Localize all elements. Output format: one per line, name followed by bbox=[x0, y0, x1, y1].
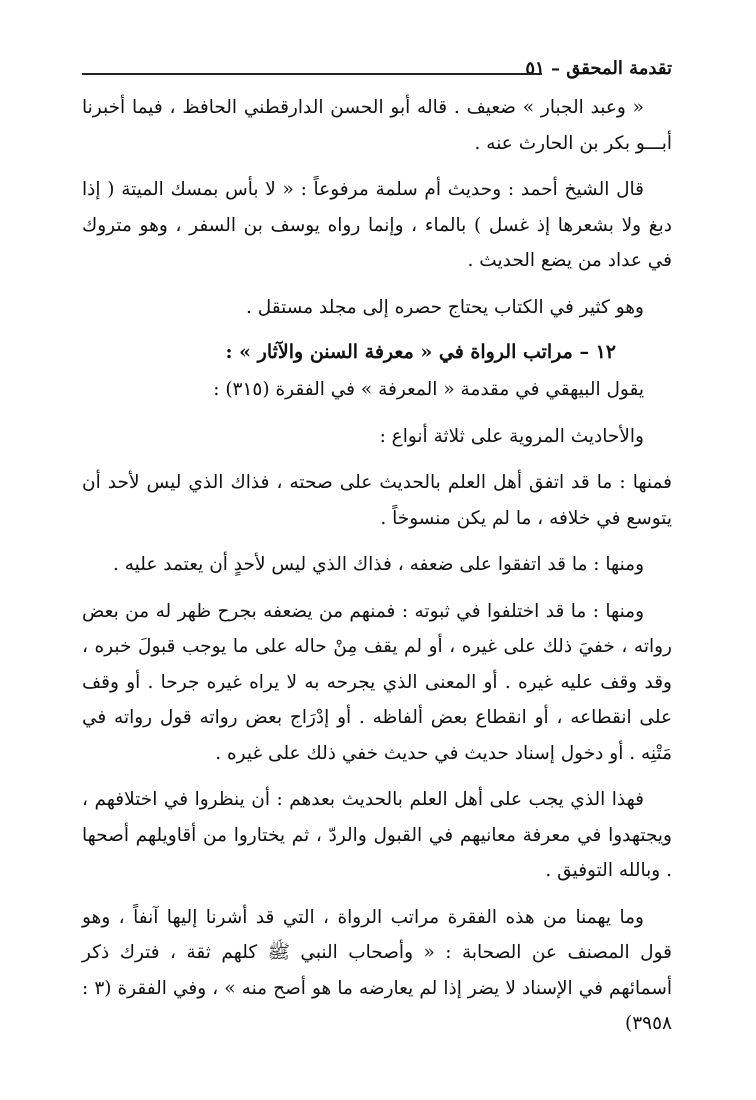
paragraph: والأحاديث المروية على ثلاثة أنواع : bbox=[379, 425, 644, 447]
paragraph: يقول البيهقي في مقدمة « المعرفة » في الفقرة (٣١٥) : bbox=[213, 379, 644, 400]
section-heading: ١٢ – مراتب الرواة في « معرفة السنن والآثار » : bbox=[225, 341, 616, 363]
paragraph: وما يهمنا من هذه الفقرة مراتب الرواة ، التي قد أشرنا إليها آنفاً ، وهو قول المصنف عن الصحابة : « وأصحاب النبي ﷺ كلهم ثقة ، فترك ذكر أسمائهم في الإسناد لا يضر إذا لم يعارضه ما هو أصح منه » ، وفي الفقرة (٣ : ٣٩٥٨) bbox=[82, 906, 673, 1034]
paragraph: « وعبد الجبار » ضعيف . قاله أبو الحسن الدارقطني الحافظ ، فيما أخبرنا أبـــو بكر بن الحارث عنه . bbox=[82, 97, 672, 154]
paragraph: وهو كثير في الكتاب يحتاج حصره إلى مجلد مستقل . bbox=[245, 296, 644, 318]
header-rule bbox=[82, 73, 542, 75]
paragraph: قال الشيخ أحمد : وحديث أم سلمة مرفوعاً : « لا بأس بمسك الميتة ( إذا دبغ ولا بشعرها إذ غسل ) بالماء ، وإنما رواه يوسف بن السفر ، وهو متروك في عداد من يضع الحديث . bbox=[82, 179, 672, 271]
page-body bbox=[82, 90, 672, 1042]
paragraph: فهذا الذي يجب على أهل العلم بالحديث بعدهم : أن ينظروا في اختلافهم ، ويجتهدوا في معرفة معانيهم في القبول والردّ ، ثم يختاروا من أقاويلهم أصحها . وبالله التوفيق . bbox=[82, 789, 672, 881]
paragraph: ومنها : ما قد اتفقوا على ضعفه ، فذاك الذي ليس لأحدٍ أن يعتمد عليه . bbox=[112, 554, 644, 575]
running-title: تقدمة المحقق – ٥١ bbox=[525, 58, 672, 79]
paragraph: فمنها : ما قد اتفق أهل العلم بالحديث على صحته ، فذاك الذي ليس لأحد أن يتوسع في خلافه ، ما لم يكن منسوخاً . bbox=[82, 472, 672, 529]
paragraph: ومنها : ما قد اختلفوا في ثبوته : فمنهم من يضعفه بجرح ظهر له من بعض رواته ، خفيَ ذلك على غيره ، أو لم يقف مِنْ حاله على ما يوجب قبولَ خبره ، وقد وقف عليه غيره . أو المعنى الذي يجرحه به لا يراه غيره جرحا . أو وقف على انقطاعه ، أو انقطاع بعض ألفاظه . أو إدْرَاج بعض رواته قول رواته في مَتْنِه . أو دخول إسناد حديث في حديث خفي ذلك على غيره . bbox=[82, 600, 672, 764]
running-header bbox=[82, 58, 672, 84]
